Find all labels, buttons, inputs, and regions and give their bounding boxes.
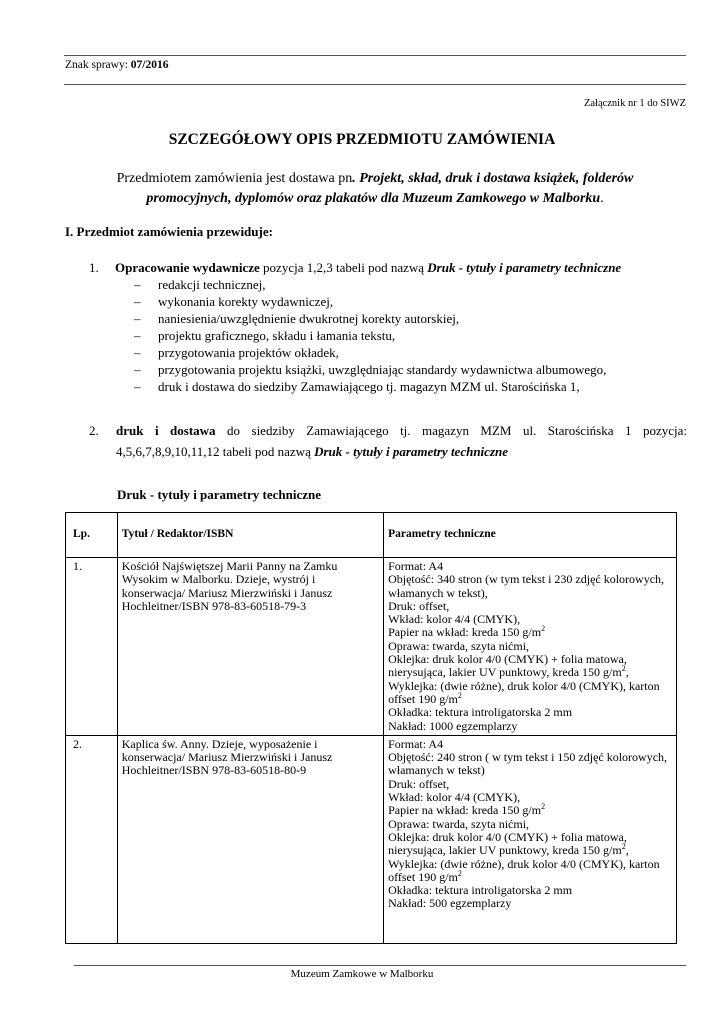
list-item: – naniesienia/uwzględnienie dwukrotnej korekty autorskiej, <box>134 310 606 327</box>
cell-params: Format: A4 Objętość: 240 stron ( w tym tekst i 150 zdjęć kolorowych, włamanych w tekst) Druk: offset, Wkład: kolor 4/4 (CMYK), Papier na wkład: kreda 150 $g/m^2$ Oprawa: twarda, szyta nićmi, Oklejka: druk kolor 4/0 (CMYK) + folia matowa, nierysująca, lakier UV punktowy, kreda 150 $g/m^2$, Wyklejka: (dwie różne), druk kolor 4/0 (CMYK), karton offset 190 $g/m^2$ Okładka: tektura introligatorska 2 mm Nakład: 500 egzemplarzy <box>384 735 677 943</box>
cell-lp: 2. <box>66 735 118 943</box>
case-number: Znak sprawy: 07/2016 <box>65 59 169 71</box>
table-row <box>66 558 677 736</box>
footer-rule <box>74 965 686 966</box>
list-item: – przygotowania projektów okładek, <box>134 344 606 361</box>
list-item: – wykonania korekty wydawniczej, <box>134 293 606 310</box>
list-item: – projektu graficznego, składu i łamania tekstu, <box>134 327 606 344</box>
table-row <box>66 735 677 943</box>
column-header-lp: Lp. <box>66 513 118 558</box>
header-rule-bottom <box>64 84 686 85</box>
annex-label: Załącznik nr 1 do SIWZ <box>583 98 686 109</box>
cell-title: Kościół Najświętszej Marii Panny na Zamku Wysokim w Malborku. Dzieje, wystrój i konserwacja/ Mariusz Mierzwiński i Janusz Hochleitner/ISBN 978-83-60518-79-3 <box>117 558 383 736</box>
column-header-title: Tytuł / Redaktor/ISBN <box>117 513 383 558</box>
scope-bullet-list <box>134 276 606 395</box>
table-header-row <box>66 513 677 558</box>
column-header-params: Parametry techniczne <box>384 513 677 558</box>
document-title: SZCZEGÓŁOWY OPIS PRZEDMIOTU ZAMÓWIENIA <box>168 131 556 148</box>
list-item: – przygotowania projektu książki, uwzględniając standardy wydawnictwa albumowego, <box>134 361 606 378</box>
footer-text: Muzeum Zamkowe w Malborku <box>290 968 434 980</box>
table-title: Druk - tytuły i parametry techniczne <box>117 487 321 502</box>
list-item-1: 1. Opracowanie wydawnicze pozycja 1,2,3 tabeli pod nazwą Druk - tytuły i parametry techniczne <box>89 260 622 275</box>
cell-params: Format: A4 Objętość: 340 stron (w tym tekst i 230 zdjęć kolorowych, włamanych w tekst), Druk: offset, Wkład: kolor 4/4 (CMYK), Papier na wkład: kreda 150 $g/m^2$ Oprawa: twarda, szyta nićmi, Oklejka: druk kolor 4/0 (CMYK) + folia matowa, nierysująca, lakier UV punktowy, kreda 150 $g/m^2$, Wyklejka: (dwie różne), druk kolor 4/0 (CMYK), karton offset 190 $g/m^2$ Okładka: tektura introligatorska 2 mm Nakład: 1000 egzemplarzy <box>384 558 677 736</box>
print-parameters-table <box>65 512 677 944</box>
section-heading: I. Przedmiot zamówienia przewiduje: <box>65 224 273 239</box>
header-rule-top <box>64 55 686 56</box>
list-item: – druk i dostawa do siedziby Zamawiającego tj. magazyn MZM ul. Starościńska 1, <box>134 378 606 395</box>
intro-paragraph: Przedmiotem zamówienia jest dostawa pn. Projekt, skład, druk i dostawa książek, folderów promocyjnych, dyplomów oraz plakatów dla Muzeum Zamkowego w Malborku. <box>116 171 634 206</box>
list-item: – redakcji technicznej, <box>134 276 606 293</box>
cell-lp: 1. <box>66 558 118 736</box>
cell-title: Kaplica św. Anny. Dzieje, wyposażenie i konserwacja/ Mariusz Mierzwiński i Janusz Hochleitner/ISBN 978-83-60518-80-9 <box>117 735 383 943</box>
